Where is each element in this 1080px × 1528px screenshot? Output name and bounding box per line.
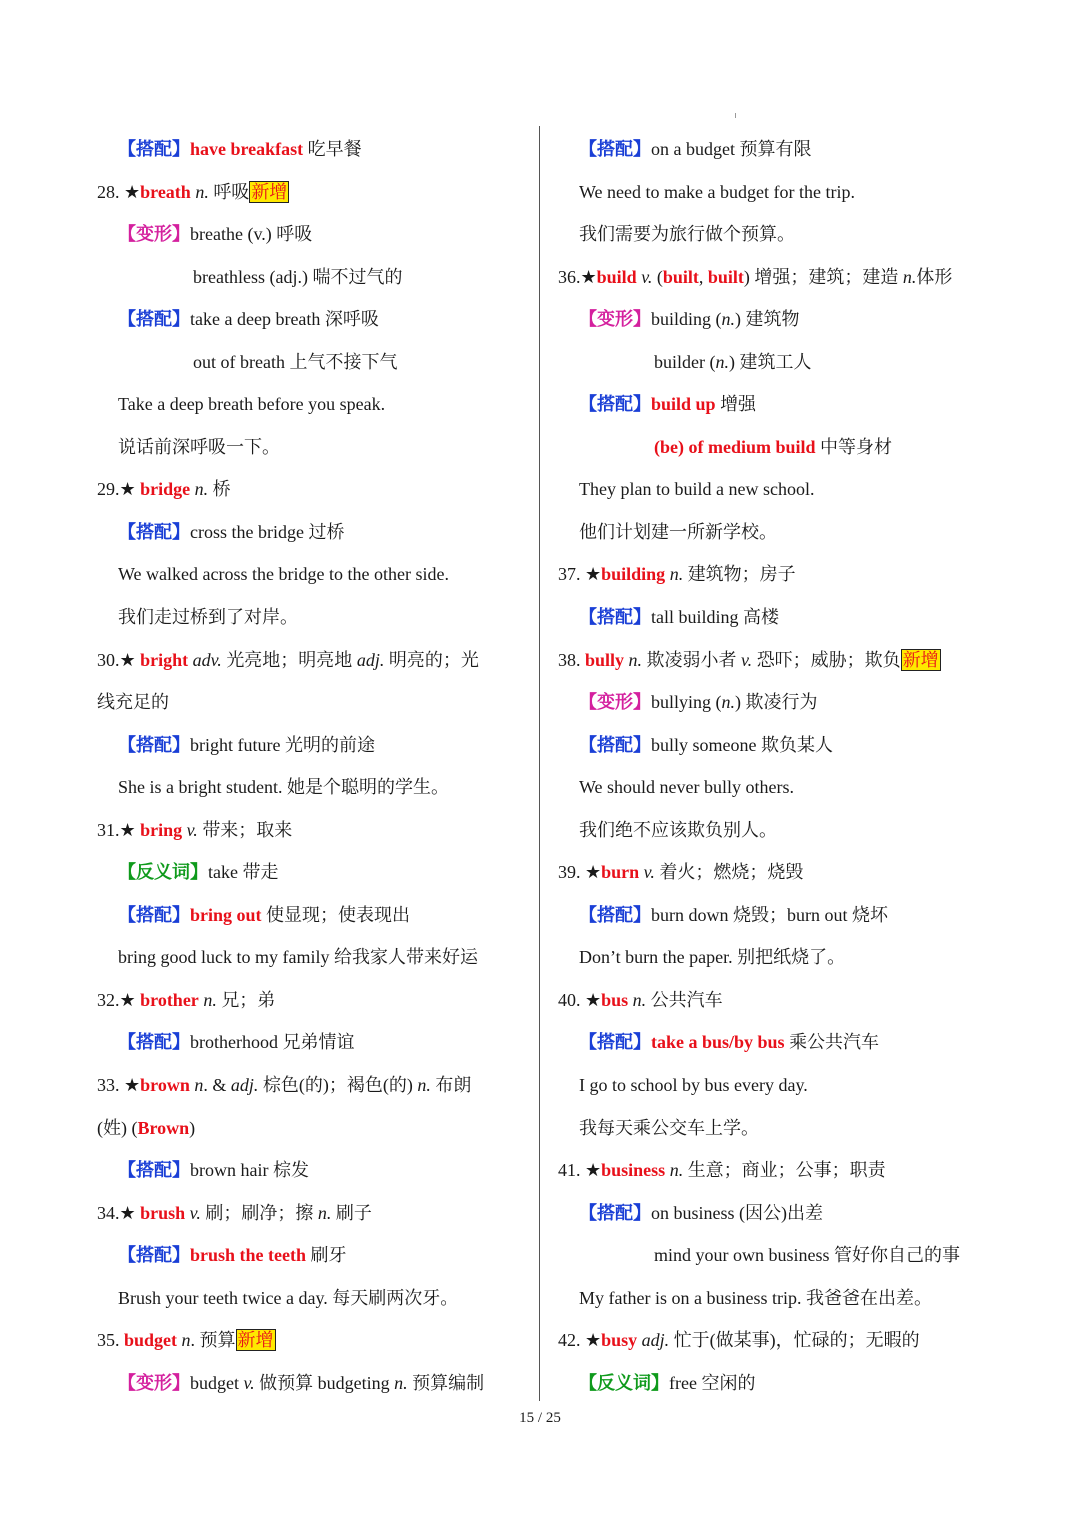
line-text: 38. (558, 649, 585, 670)
line-text: , (698, 266, 708, 287)
headword-text: bright (140, 649, 189, 670)
line-text: v. (639, 862, 655, 883)
entry-line (97, 1149, 527, 1192)
line-text: ) (189, 1117, 196, 1138)
line-text: We walked across the bridge to the other side. (118, 564, 449, 585)
headword-text: take a bus/by bus (651, 1032, 785, 1053)
line-text: 刷；刷净；擦 (200, 1202, 318, 1223)
entry-line (558, 511, 998, 554)
headword-text: bully (585, 649, 625, 670)
line-text: 恐吓；威胁；欺负 (752, 649, 901, 670)
line-text: She is a bright student. 她是个聪明的学生。 (118, 777, 449, 798)
line-text: tall building 高楼 (651, 607, 779, 628)
entry-line (558, 171, 998, 214)
line-text: adj. (356, 649, 385, 670)
entry-line (558, 213, 998, 256)
line-text: 35. (97, 1330, 124, 1351)
entry-line (97, 596, 527, 639)
line-text: 欺凌弱小者 (642, 649, 742, 670)
headword-text: brush (140, 1202, 186, 1223)
entry-line (558, 681, 998, 724)
headword-text: build (596, 266, 637, 287)
line-text: . & (203, 1075, 231, 1096)
line-text: n. (190, 479, 209, 500)
line-text: 我们绝不应该欺负别人。 (579, 819, 777, 840)
line-text: 我们走过桥到了对岸。 (118, 607, 298, 628)
line-text: 29.★ (97, 479, 141, 500)
entry-line (97, 1192, 527, 1235)
headword-text: breath (140, 181, 191, 202)
line-text: burn down 烧毁；burn out 烧坏 (651, 904, 888, 925)
entry-line (97, 468, 527, 511)
line-text: n. (628, 989, 647, 1010)
line-text: 【搭配】 (579, 1032, 651, 1053)
line-text: ) 增强；建筑；建造 (743, 266, 903, 287)
line-text: take 带走 (208, 862, 279, 883)
line-text: 40. ★ (558, 989, 602, 1010)
entry-line (97, 1277, 527, 1320)
entry-line (97, 341, 527, 384)
entry-line (97, 1107, 527, 1150)
line-text: My father is on a business trip. 我爸爸在出差。 (579, 1287, 932, 1308)
line-text: 忙于(做某事)，忙碌的；无暇的 (669, 1330, 920, 1351)
line-text: n. (417, 1075, 431, 1096)
line-text: mind your own business 管好你自己的事 (654, 1245, 960, 1266)
line-text: 使显现；使表现出 (261, 904, 411, 925)
line-text: We need to make a budget for the trip. (579, 181, 855, 202)
line-text: 公共汽车 (646, 989, 723, 1010)
entry-line (558, 766, 998, 809)
line-text: 【搭配】 (118, 1160, 190, 1181)
entry-line (558, 298, 998, 341)
entry-line (558, 724, 998, 767)
line-text: We should never bully others. (579, 777, 795, 798)
line-text: bullying ( (651, 692, 722, 713)
line-text: on a budget 预算有限 (651, 139, 812, 159)
entry-line (97, 936, 527, 979)
entry-line (558, 1362, 998, 1405)
line-text: 34.★ (97, 1202, 141, 1223)
line-text: bring good luck to my family 给我家人带来好运 (118, 947, 478, 968)
line-text: take a deep breath 深呼吸 (190, 309, 379, 330)
line-text: breathe (v.) 呼吸 (190, 224, 313, 245)
entry-line (97, 894, 527, 937)
line-text: 37. ★ (558, 564, 602, 585)
line-text: 【搭配】 (118, 904, 190, 925)
line-text: brown hair 棕发 (190, 1160, 309, 1181)
headword-text: Brown (137, 1117, 190, 1138)
line-text: 生意；商业；公事；职责 (683, 1160, 886, 1181)
line-text: 呼吸 (208, 181, 250, 202)
line-text: 兄；弟 (216, 989, 276, 1010)
line-text: 31.★ (97, 819, 141, 840)
entry-line (558, 553, 998, 596)
line-text: n (189, 1075, 204, 1096)
line-text: adj. (230, 1075, 259, 1096)
line-text: n. (317, 1202, 332, 1223)
line-text: brotherhood 兄弟情谊 (190, 1032, 355, 1053)
line-text: 【变形】 (118, 1372, 190, 1393)
headword-text: brush the teeth (190, 1245, 306, 1266)
headword-text: business (601, 1160, 666, 1181)
line-text: . 预算 (190, 1330, 236, 1351)
header-tick-mark (735, 113, 736, 118)
entry-line (558, 1149, 998, 1192)
entry-line (97, 979, 527, 1022)
entry-line (97, 298, 527, 341)
line-text: 刷牙 (306, 1245, 347, 1266)
line-text: 乘公共汽车 (784, 1032, 880, 1053)
line-text: 带来；取来 (197, 819, 293, 840)
entry-line (97, 639, 527, 682)
headword-text: brown (140, 1075, 190, 1096)
line-text: 【反义词】 (579, 1372, 669, 1393)
line-text: 体形 (916, 266, 953, 287)
line-text: n. (198, 989, 217, 1010)
line-text: v. (185, 1202, 201, 1223)
line-text: n. (190, 181, 209, 202)
line-text: 【搭配】 (118, 521, 190, 542)
line-text: 桥 (208, 479, 231, 500)
headword-text: budget (124, 1330, 178, 1351)
line-text: 建筑物；房子 (683, 564, 796, 585)
entry-line (558, 256, 998, 299)
entry-line (558, 1192, 998, 1235)
headword-text: (be) of medium build (654, 436, 816, 457)
line-text: They plan to build a new school. (579, 479, 815, 500)
line-text: 明亮的；光 (384, 649, 479, 670)
line-text: 棕色(的)；褐色(的) (258, 1075, 418, 1096)
line-text: n. (394, 1372, 408, 1393)
entry-line (97, 213, 527, 256)
line-text: n. (715, 351, 729, 372)
line-text: 39. ★ (558, 862, 602, 883)
headword-text: brother (140, 989, 199, 1010)
entry-line (97, 426, 527, 469)
line-text: cross the bridge 过桥 (190, 521, 345, 542)
entry-line (558, 851, 998, 894)
headword-text: built (662, 266, 699, 287)
line-text: 【搭配】 (579, 904, 651, 925)
entry-line (558, 979, 998, 1022)
entry-line (558, 639, 998, 682)
line-text: 【搭配】 (118, 309, 190, 330)
line-text: 41. ★ (558, 1160, 602, 1181)
headword-text: bring out (190, 904, 262, 925)
line-text: 【搭配】 (579, 1202, 651, 1223)
line-text: 增强 (715, 394, 757, 415)
line-text: ) 建筑工人 (728, 351, 812, 372)
entry-line (97, 1021, 527, 1064)
headword-text: busy (601, 1330, 638, 1351)
line-text: 他们计划建一所新学校。 (579, 521, 777, 542)
line-text: n. (624, 649, 643, 670)
line-text: ) 欺凌行为 (735, 692, 818, 713)
line-text: n. (665, 564, 684, 585)
line-text: adv. (188, 649, 222, 670)
entry-line (97, 809, 527, 852)
entry-line (97, 128, 527, 171)
line-text: adj. (637, 1330, 670, 1351)
line-text: 33. ★ (97, 1075, 141, 1096)
line-text: 吃早餐 (303, 139, 362, 159)
entry-line (558, 341, 998, 384)
line-text: n (177, 1330, 191, 1351)
entry-line (558, 894, 998, 937)
line-text: 预算编制 (407, 1372, 485, 1393)
line-text: 做预算 budgeting (254, 1372, 395, 1393)
headword-text: have breakfast (190, 139, 304, 159)
line-text: 【变形】 (118, 224, 190, 245)
new-word-badge: 新增 (237, 1330, 274, 1351)
new-word-badge: 新增 (902, 649, 939, 670)
headword-text: building (601, 564, 666, 585)
line-text: bright future 光明的前途 (190, 734, 375, 755)
line-text: 32.★ (97, 989, 141, 1010)
entry-line (97, 171, 527, 214)
entry-line (97, 681, 527, 724)
entry-line (97, 766, 527, 809)
line-text: ) 建筑物 (735, 309, 800, 330)
line-text: free 空闲的 (669, 1372, 756, 1393)
line-text: Take a deep breath before you speak. (118, 394, 386, 415)
entry-line (97, 383, 527, 426)
line-text: (姓) ( (97, 1117, 138, 1138)
line-text: 【变形】 (579, 692, 651, 713)
line-text: 【搭配】 (579, 139, 651, 159)
headword-text: bridge (140, 479, 191, 500)
line-text: n. (721, 309, 735, 330)
entry-line (97, 1362, 527, 1405)
line-text: 中等身材 (815, 436, 893, 457)
line-text: 42. ★ (558, 1330, 602, 1351)
line-text: 【反义词】 (118, 862, 208, 883)
headword-text: bus (601, 989, 629, 1010)
line-text: bully someone 欺负某人 (651, 734, 833, 755)
line-text: 28. ★ (97, 181, 141, 202)
entry-line (558, 1277, 998, 1320)
entry-line (558, 128, 998, 171)
entry-line (558, 936, 998, 979)
line-text: 着火；燃烧；烧毁 (654, 862, 804, 883)
right-column (558, 128, 998, 1404)
headword-text: bring (140, 819, 183, 840)
new-word-badge: 新增 (251, 181, 288, 202)
line-text: v. (182, 819, 198, 840)
entry-line (558, 596, 998, 639)
line-text: 说话前深呼吸一下。 (118, 436, 280, 457)
entry-line (97, 724, 527, 767)
line-text: 【搭配】 (579, 734, 651, 755)
line-text: budget (190, 1372, 244, 1393)
left-column (97, 128, 527, 1404)
entry-line (558, 1319, 998, 1362)
entry-line (558, 426, 998, 469)
line-text: 【搭配】 (579, 394, 651, 415)
headword-text: built (707, 266, 744, 287)
line-text: 【搭配】 (118, 734, 190, 755)
line-text: 【变形】 (579, 309, 651, 330)
entry-line (558, 809, 998, 852)
line-text: 我们需要为旅行做个预算。 (579, 224, 795, 245)
line-text: 【搭配】 (118, 1245, 190, 1266)
line-text: v. (243, 1372, 255, 1393)
line-text: n. (902, 266, 917, 287)
entry-line (97, 1319, 527, 1362)
line-text: out of breath 上气不接下气 (193, 351, 398, 372)
entry-line (558, 1107, 998, 1150)
line-text: 刷子 (331, 1202, 372, 1223)
entry-line (558, 1021, 998, 1064)
line-text: 光亮地；明亮地 (221, 649, 357, 670)
line-text: on business (因公)出差 (651, 1202, 823, 1223)
page-number: 15 / 25 (519, 1410, 561, 1426)
entry-line (558, 1064, 998, 1107)
entry-line (558, 383, 998, 426)
line-text: Brush your teeth twice a day. 每天刷两次牙。 (118, 1287, 459, 1308)
headword-text: build up (651, 394, 716, 415)
entry-line (97, 851, 527, 894)
line-text: 30.★ (97, 649, 141, 670)
line-text: v. (636, 266, 653, 287)
line-text: I go to school by bus every day. (579, 1075, 808, 1096)
line-text: 布朗 (430, 1075, 472, 1096)
line-text: 线充足的 (97, 692, 169, 713)
line-text: ( (652, 266, 663, 287)
line-text: v. (741, 649, 753, 670)
line-text: 【搭配】 (118, 139, 190, 159)
line-text: 【搭配】 (579, 607, 651, 628)
entry-line (97, 256, 527, 299)
entry-line (97, 511, 527, 554)
line-text: Don’t burn the paper. 别把纸烧了。 (579, 947, 846, 968)
line-text: 【搭配】 (118, 1032, 190, 1053)
line-text: building ( (651, 309, 722, 330)
entry-line (558, 1234, 998, 1277)
column-divider (539, 126, 540, 1401)
entry-line (558, 468, 998, 511)
line-text: n. (665, 1160, 684, 1181)
entry-line (97, 1064, 527, 1107)
line-text: 我每天乘公交车上学。 (579, 1117, 759, 1138)
headword-text: burn (601, 862, 640, 883)
entry-line (97, 1234, 527, 1277)
line-text: builder ( (654, 351, 716, 372)
line-text: breathless (adj.) 喘不过气的 (193, 266, 403, 287)
entry-line (97, 553, 527, 596)
line-text: 36.★ (558, 266, 597, 287)
line-text: n. (721, 692, 735, 713)
